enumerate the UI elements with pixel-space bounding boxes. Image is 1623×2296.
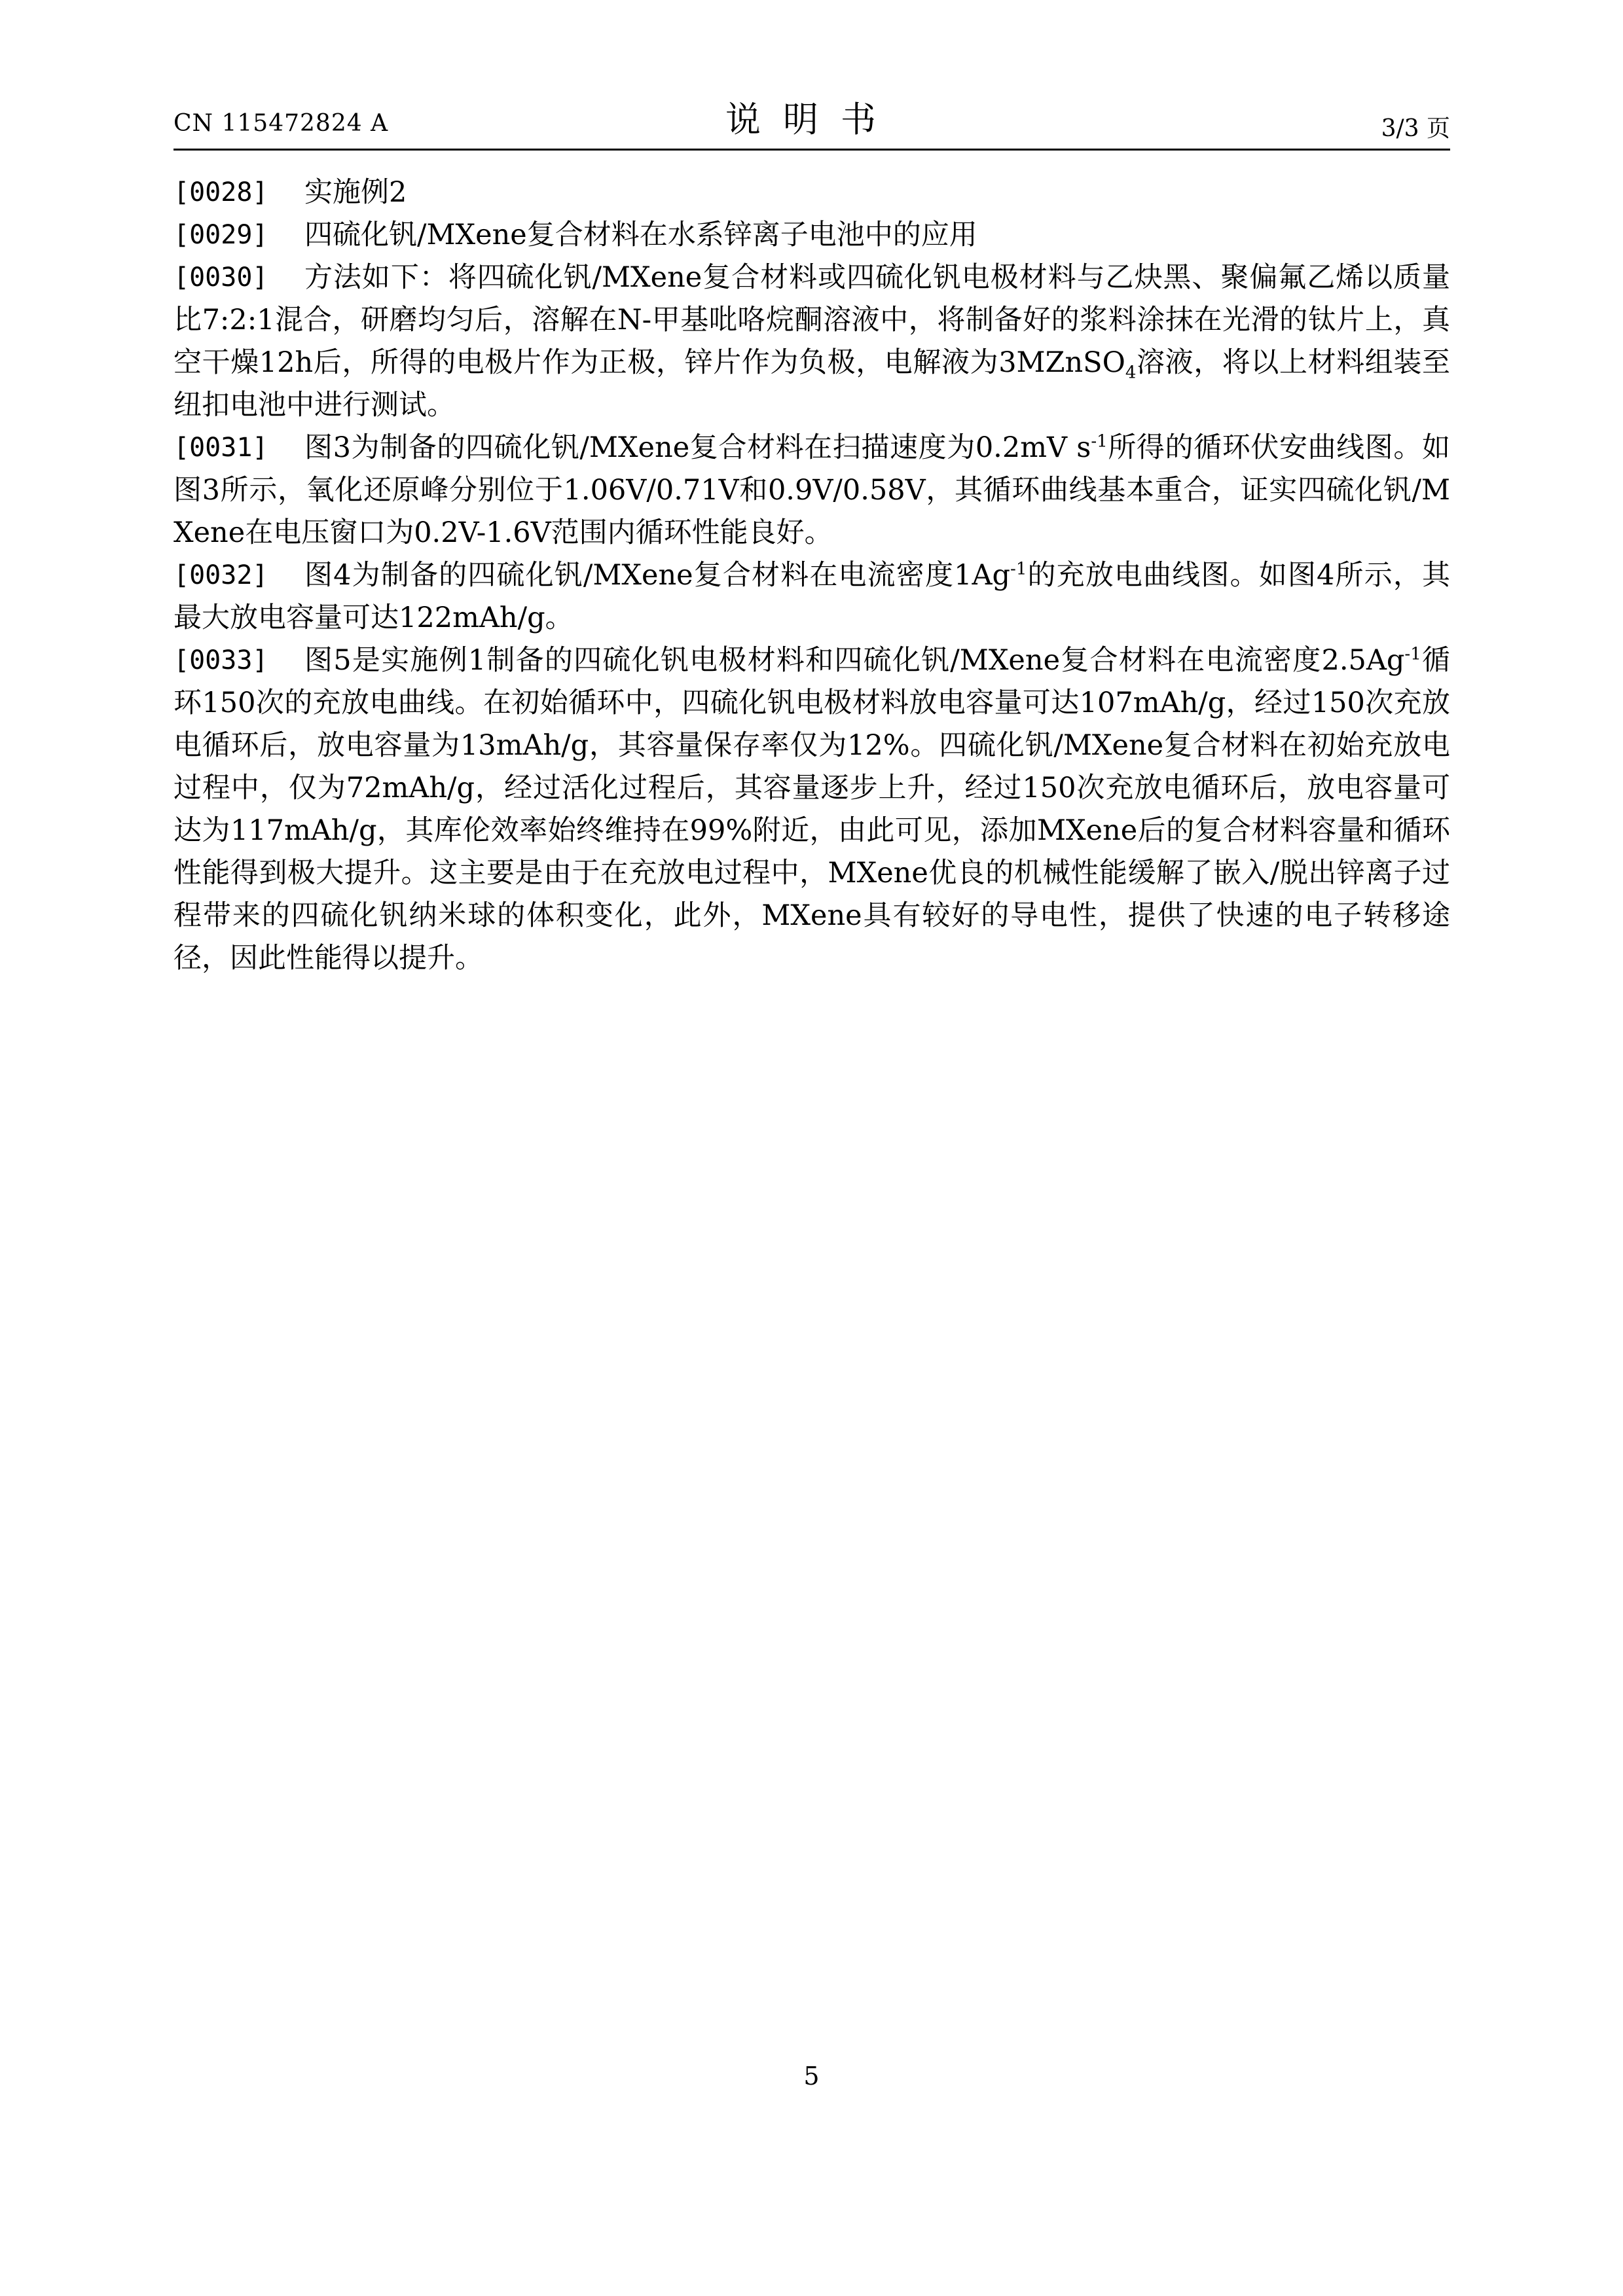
paragraph-text: 图5是实施例1制备的四硫化钒电极材料和四硫化钒/MXene复合材料在电流密度$2.5Ag^{-1}$循环150次的充放电曲线。在初始循环中，四硫化钒电极材料放电容量可达107mAh/g，经过150次充放电循环后，放电容量为13mAh/g，其容量保存率仅为12%。四硫化钒/MXene复合材料在初始充放电过程中，仅为72mAh/g，经过活化过程后，其容量逐步上升，经过150次充放电循环后，放电容量可达为117mAh/g，其库伦效率始终维持在99%附近，由此可见，添加MXene后的复合材料容量和循环性能得到极大提升。这主要是由于在充放电过程中，MXene优良的机械性能缓解了嵌入/脱出锌离子过程带来的四硫化钒纳米球的体积变化，此外，MXene具有较好的导电性，提供了快速的电子转移途径，因此性能得以提升。 bbox=[173, 644, 1450, 975]
paragraph-text: 图4为制备的四硫化钒/MXene复合材料在电流密度$1Ag^{-1}$的充放电曲线图。如图4所示，其最大放电容量可达122mAh/g。 bbox=[173, 559, 1451, 634]
document-title: 说明书 bbox=[725, 99, 898, 140]
page-indicator: 3/3 页 bbox=[1381, 115, 1450, 142]
page-number: 5 bbox=[803, 2062, 820, 2090]
paragraph-text: 实施例2 bbox=[304, 176, 407, 209]
superscript: -1 bbox=[1091, 431, 1108, 452]
paragraph-number: [0030] bbox=[173, 262, 268, 293]
paragraph-text: 四硫化钒/MXene复合材料在水系锌离子电池中的应用 bbox=[304, 219, 977, 251]
paragraph-number: [0028] bbox=[173, 177, 268, 207]
superscript: -1 bbox=[1010, 559, 1027, 579]
paragraph-number: [0029] bbox=[173, 220, 268, 250]
paragraph-text: 方法如下：将四硫化钒/MXene复合材料或四硫化钒电极材料与乙炔黑、聚偏氟乙烯以质量比7:2:1混合，研磨均匀后，溶解在N-甲基吡咯烷酮溶液中，将制备好的浆料涂抹在光滑的钛片上，真空干燥12h后，所得的电极片作为正极，锌片作为负极，电解液为3MZnSO$_4$溶液，将以上材料组装至纽扣电池中进行测试。 bbox=[173, 261, 1450, 422]
superscript: -1 bbox=[1404, 644, 1421, 664]
paragraph-0029 bbox=[173, 214, 1450, 257]
paragraph-0031 bbox=[173, 427, 1450, 554]
paragraph-0030 bbox=[173, 257, 1450, 427]
paragraph-number: [0032] bbox=[173, 560, 268, 590]
paragraph-0032 bbox=[173, 554, 1450, 639]
publication-number: CN 115472824 A bbox=[173, 110, 389, 137]
paragraph-0028 bbox=[173, 171, 1450, 214]
paragraph-number: [0033] bbox=[173, 645, 268, 675]
header-divider bbox=[173, 149, 1450, 151]
document-body bbox=[173, 171, 1450, 980]
paragraph-0033 bbox=[173, 639, 1450, 980]
paragraph-text: 图3为制备的四硫化钒/MXene复合材料在扫描速度为0.2mV $s^{-1}$所得的循环伏安曲线图。如图3所示，氧化还原峰分别位于1.06V/0.71V和0.9V/0.58V，其循环曲线基本重合，证实四硫化钒/MXene在电压窗口为0.2V-1.6V范围内循环性能良好。 bbox=[173, 431, 1451, 549]
paragraph-number: [0031] bbox=[173, 433, 268, 463]
page-header bbox=[173, 92, 1450, 144]
subscript: 4 bbox=[1125, 363, 1137, 383]
